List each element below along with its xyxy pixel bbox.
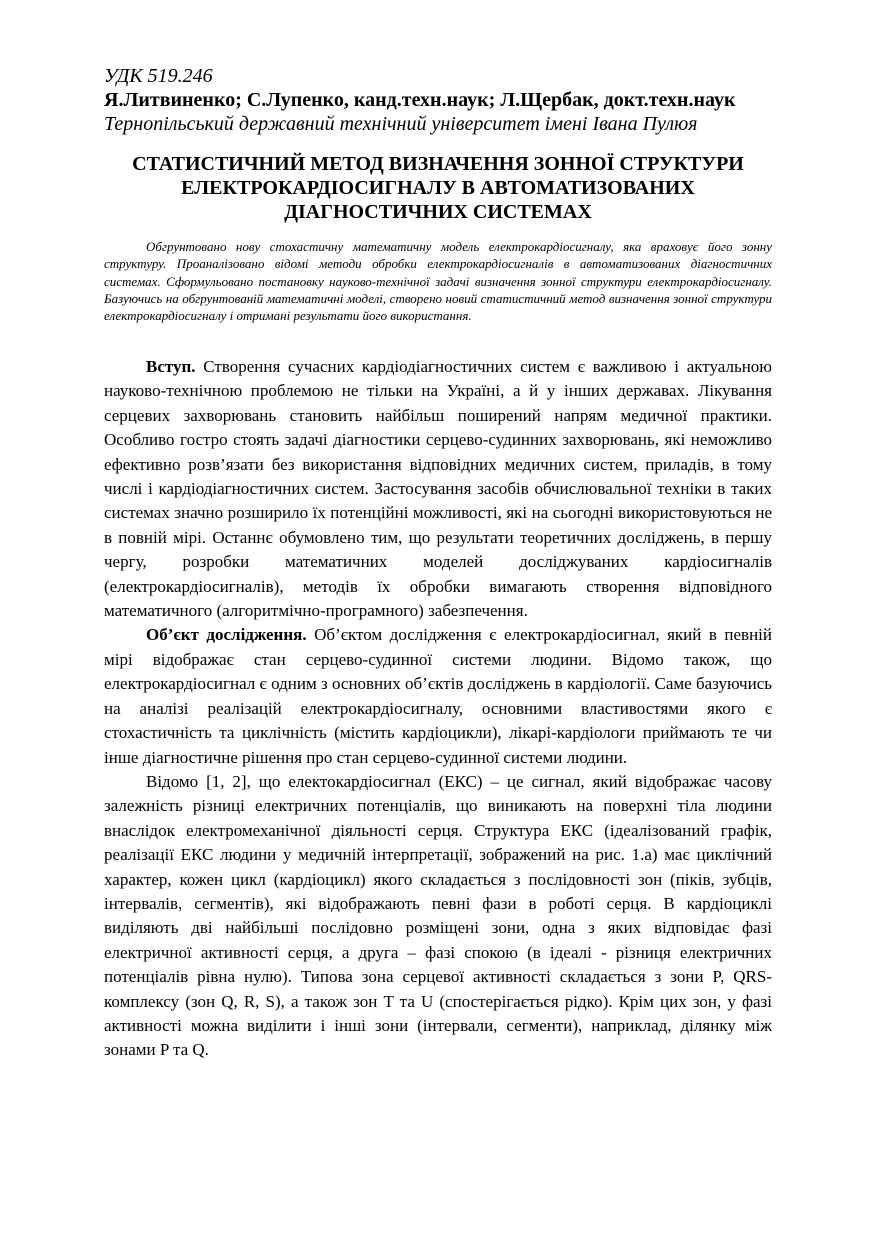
section-heading: Вступ.	[146, 357, 196, 376]
paragraph-ecg-description: Відомо [1, 2], що електокардіосигнал (ЕКС) – це сигнал, який відображає часову залежність різниці електричних потенціалів, що виникають на поверхні тіла людини внаслідок електромеханічної діяльності серця. Структура ЕКС (ідеалізований графік, реалізації ЕКС людини у медичній інтерпретації, зображений на рис. 1.а) має циклічний характер, кожен цикл (кардіоцикл) якого складається з послідовності зон (піків, зубців, інтервалів, сегментів), які відображають певні фази в роботі серця. В кардіоциклі виділяють дві найбільші послідовно розміщені зони, одна з яких відповідає фазі електричної активності серця, а друга – фазі спокою (в ідеалі - різниця електричних потенціалів рівна нулю). Типова зона серцевої активності складається з зони P, QRS-комплексу (зон Q, R, S), а також зон T та U (спостерігається рідко). Крім цих зон, у фазі активності можна виділити і інші зони (інтервали, сегменти), наприклад, ділянку між зонами P та Q.	[104, 771, 772, 1060]
title-line: ЕЛЕКТРОКАРДІОСИГНАЛУ В АВТОМАТИЗОВАНИХ	[181, 177, 695, 199]
udc-code: УДК 519.246	[104, 65, 213, 87]
paragraph-text: Об’єктом дослідження є електрокардіосигнал, який в певній мірі відображає стан серцево-судинної системи людини. Відомо також, що електрокардіосигнал є одним з основних об’єктів досліджень в кардіології. Саме базуючись на аналізі реалізацій електрокардіосигналу, основними властивостями якого є стохастичність та циклічність (містить кардіоцикли), лікарі-кардіологи приймають те чи інше діагностичне рішення про стан серцево-судинної системи людини.	[104, 625, 772, 767]
paragraph-text: Створення сучасних кардіодіагностичних систем є важливою і актуальною науково-технічною проблемою не тільки на Україні, а й у інших державах. Лікування серцевих захворювань становить найбільш поширений напрям медичної практики. Особливо гостро стоять задачі діагностики серцево-судинних захворювань, які неможливо ефективно розв’язати без використання відповідних медичних систем, приладів, в тому числі і кардіодіагностичних систем. Застосування засобів обчислювальної техніки в таких системах значно розширило їх потенційні можливості, які на сьогодні використовуються не в повній мірі. Останнє обумовлено тим, що результати теоретичних досліджень, в першу чергу, розробки математичних моделей досліджуваних кардіосигналів (електрокардіосигналів), методів їх обробки вимагають створення відповідного математичного (алгоритмічно-програмного) забезпечення.	[104, 357, 772, 621]
paragraph-introduction	[104, 355, 772, 623]
title-line: СТАТИСТИЧНИЙ МЕТОД ВИЗНАЧЕННЯ ЗОННОЇ СТРУКТУРИ	[132, 153, 744, 175]
body-text	[104, 355, 772, 1063]
title-line: ДІАГНОСТИЧНИХ СИСТЕМАХ	[284, 201, 592, 223]
abstract: Обгрунтовано нову стохастичну математичну модель електрокардіосигналу, яка враховує його зонну структуру. Проаналізовано відомі методи обробки електрокардіосигналів в автоматизованих діагностичних системах. Сформульовано постановку науково-технічної задачі визначення зонної структури електрокардіосигналу. Базуючись на обгрунтованій математичні моделі, створено новий статистичний метод визначення зонної структури електрокардіосигналу і отримані результати його використання.	[104, 239, 772, 324]
authors: Я.Литвиненко; С.Лупенко, канд.техн.наук; Л.Щербак, докт.техн.наук	[104, 89, 736, 111]
paragraph-object	[104, 623, 772, 769]
paper-title	[104, 152, 772, 224]
affiliation: Тернопільський державний технічний університет імені Івана Пулюя	[104, 113, 698, 135]
section-heading: Об’єкт дослідження.	[146, 625, 307, 645]
